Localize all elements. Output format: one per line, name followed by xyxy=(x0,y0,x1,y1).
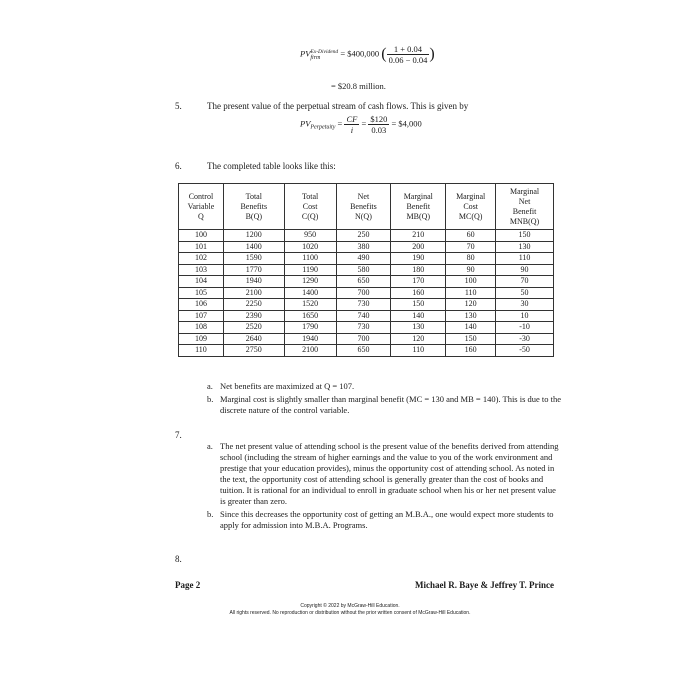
table-cell: 180 xyxy=(391,264,446,276)
question-7-number: 7. xyxy=(175,430,182,440)
table-cell: 200 xyxy=(391,241,446,253)
table-cell: 107 xyxy=(179,310,224,322)
table-cell: 10 xyxy=(496,310,554,322)
col-header-mnb: Marginal Net Benefit MNB(Q) xyxy=(496,184,554,230)
list-item: a. Net benefits are maximized at Q = 107. xyxy=(207,381,355,391)
table-cell: 30 xyxy=(496,299,554,311)
rights-line: All rights reserved. No reproduction or distribution without the prior written consent of McGraw-Hill Education. xyxy=(229,610,471,616)
table-cell: 1940 xyxy=(284,333,336,345)
question-5-text: The present value of the perpetual stream of cash flows. This is given by xyxy=(207,101,469,111)
table-cell: 2640 xyxy=(223,333,284,345)
question-7-answers xyxy=(207,441,563,533)
table-row xyxy=(179,264,554,276)
footer-authors: Michael R. Baye & Jeffrey T. Prince xyxy=(415,580,554,590)
table-row xyxy=(179,322,554,334)
table-cell: 103 xyxy=(179,264,224,276)
table-cell: 1940 xyxy=(223,276,284,288)
table-header-row xyxy=(179,184,554,230)
table-cell: 110 xyxy=(446,287,496,299)
question-5-number: 5. xyxy=(175,101,182,111)
table-cell: 1650 xyxy=(284,310,336,322)
table-cell: 80 xyxy=(446,253,496,265)
col-header-b: Total Benefits B(Q) xyxy=(223,184,284,230)
table-cell: 110 xyxy=(391,345,446,357)
table-cell: 110 xyxy=(179,345,224,357)
table-cell: 130 xyxy=(496,241,554,253)
table-cell: 130 xyxy=(391,322,446,334)
table-cell: 104 xyxy=(179,276,224,288)
table-cell: 2250 xyxy=(223,299,284,311)
table-cell: 580 xyxy=(336,264,391,276)
col-header-mb: Marginal Benefit MB(Q) xyxy=(391,184,446,230)
table-cell: 1190 xyxy=(284,264,336,276)
table-cell: 108 xyxy=(179,322,224,334)
table-cell: 120 xyxy=(446,299,496,311)
table-cell: 490 xyxy=(336,253,391,265)
table-cell: 730 xyxy=(336,322,391,334)
table-cell: 170 xyxy=(391,276,446,288)
table-row xyxy=(179,253,554,265)
table-cell: 90 xyxy=(446,264,496,276)
list-item: b. Since this decreases the opportunity cost of getting an M.B.A., one would expect more students to apply for admission into M.B.A. Programs. xyxy=(207,509,554,530)
table-cell: 700 xyxy=(336,287,391,299)
table-cell: 106 xyxy=(179,299,224,311)
page-number: Page 2 xyxy=(175,580,201,590)
table-row xyxy=(179,310,554,322)
table-cell: 2100 xyxy=(223,287,284,299)
table-cell: 140 xyxy=(446,322,496,334)
equation-pv-firm-result: = $20.8 million. xyxy=(331,81,386,91)
table-cell: 650 xyxy=(336,345,391,357)
table-cell: 950 xyxy=(284,230,336,242)
table-cell: 1400 xyxy=(284,287,336,299)
question-6-number: 6. xyxy=(175,161,182,171)
table-cell: 250 xyxy=(336,230,391,242)
table-row xyxy=(179,241,554,253)
col-header-n: Net Benefits N(Q) xyxy=(336,184,391,230)
table-row xyxy=(179,276,554,288)
table-row xyxy=(179,287,554,299)
benefits-cost-table xyxy=(178,183,554,357)
question-6-answers xyxy=(207,381,567,418)
table-cell: -50 xyxy=(496,345,554,357)
table-cell: 730 xyxy=(336,299,391,311)
table-cell: 150 xyxy=(391,299,446,311)
table-cell: 210 xyxy=(391,230,446,242)
table-cell: 1520 xyxy=(284,299,336,311)
table-cell: 1400 xyxy=(223,241,284,253)
table-row xyxy=(179,299,554,311)
table-cell: 110 xyxy=(496,253,554,265)
table-cell: 100 xyxy=(446,276,496,288)
table-cell: 1200 xyxy=(223,230,284,242)
question-6-text: The completed table looks like this: xyxy=(207,161,336,171)
table-cell: 150 xyxy=(446,333,496,345)
table-cell: 60 xyxy=(446,230,496,242)
equation-pv-firm: PV Ex-Dividend firm = $400,000 ( $\frac{1 + 0.04}{0.06 - 0.04}$ ) xyxy=(300,44,435,65)
col-header-mc: Marginal Cost MC(Q) xyxy=(446,184,496,230)
copyright-line: Copyright © 2022 by McGraw-Hill Education. xyxy=(300,603,400,609)
table-cell: 105 xyxy=(179,287,224,299)
table-cell: 90 xyxy=(496,264,554,276)
table-cell: 160 xyxy=(391,287,446,299)
table-row xyxy=(179,345,554,357)
table-cell: 150 xyxy=(496,230,554,242)
list-item: b. Marginal cost is slightly smaller than marginal benefit (MC = 130 and MB = 140). This is due to the discrete nature of the control variable. xyxy=(207,394,562,415)
table-cell: 380 xyxy=(336,241,391,253)
table-cell: 50 xyxy=(496,287,554,299)
col-header-q: Control Variable Q xyxy=(179,184,224,230)
table-cell: -30 xyxy=(496,333,554,345)
question-8-number: 8. xyxy=(175,554,182,564)
table-cell: 140 xyxy=(391,310,446,322)
table-cell: 120 xyxy=(391,333,446,345)
col-header-c: Total Cost C(Q) xyxy=(284,184,336,230)
table-cell: 160 xyxy=(446,345,496,357)
table-cell: 650 xyxy=(336,276,391,288)
table-cell: 700 xyxy=(336,333,391,345)
list-item: a. The net present value of attending school is the present value of the benefits derived from attending school (including the stream of higher earnings and the value to you of the work environment and prestige that your education provides), minus the opportunity cost of attending school. As noted in the text, the opportunity cost of attending school is generally greater than the cost of books and tuition. It is rational for an individual to enroll in graduate school when his or her net present value is greater than zero. xyxy=(207,441,559,506)
table-cell: 1020 xyxy=(284,241,336,253)
table-cell: 109 xyxy=(179,333,224,345)
equation-pv-perpetuity: $PV_{Perpetuity}$ = $\frac{CF}{i}$ = $\frac{\$120}{0.03}$ = $4,000 xyxy=(300,114,422,135)
table-cell: 1590 xyxy=(223,253,284,265)
table-cell: 2750 xyxy=(223,345,284,357)
table-cell: 2520 xyxy=(223,322,284,334)
table-row xyxy=(179,230,554,242)
table-cell: 100 xyxy=(179,230,224,242)
table-cell: 130 xyxy=(446,310,496,322)
table-cell: 740 xyxy=(336,310,391,322)
table-cell: 101 xyxy=(179,241,224,253)
table-cell: 102 xyxy=(179,253,224,265)
table-row xyxy=(179,333,554,345)
table-cell: 1790 xyxy=(284,322,336,334)
table-cell: -10 xyxy=(496,322,554,334)
table-cell: 2100 xyxy=(284,345,336,357)
table-cell: 190 xyxy=(391,253,446,265)
table-cell: 1100 xyxy=(284,253,336,265)
table-cell: 2390 xyxy=(223,310,284,322)
table-cell: 70 xyxy=(446,241,496,253)
table-cell: 1770 xyxy=(223,264,284,276)
table-cell: 70 xyxy=(496,276,554,288)
table-cell: 1290 xyxy=(284,276,336,288)
